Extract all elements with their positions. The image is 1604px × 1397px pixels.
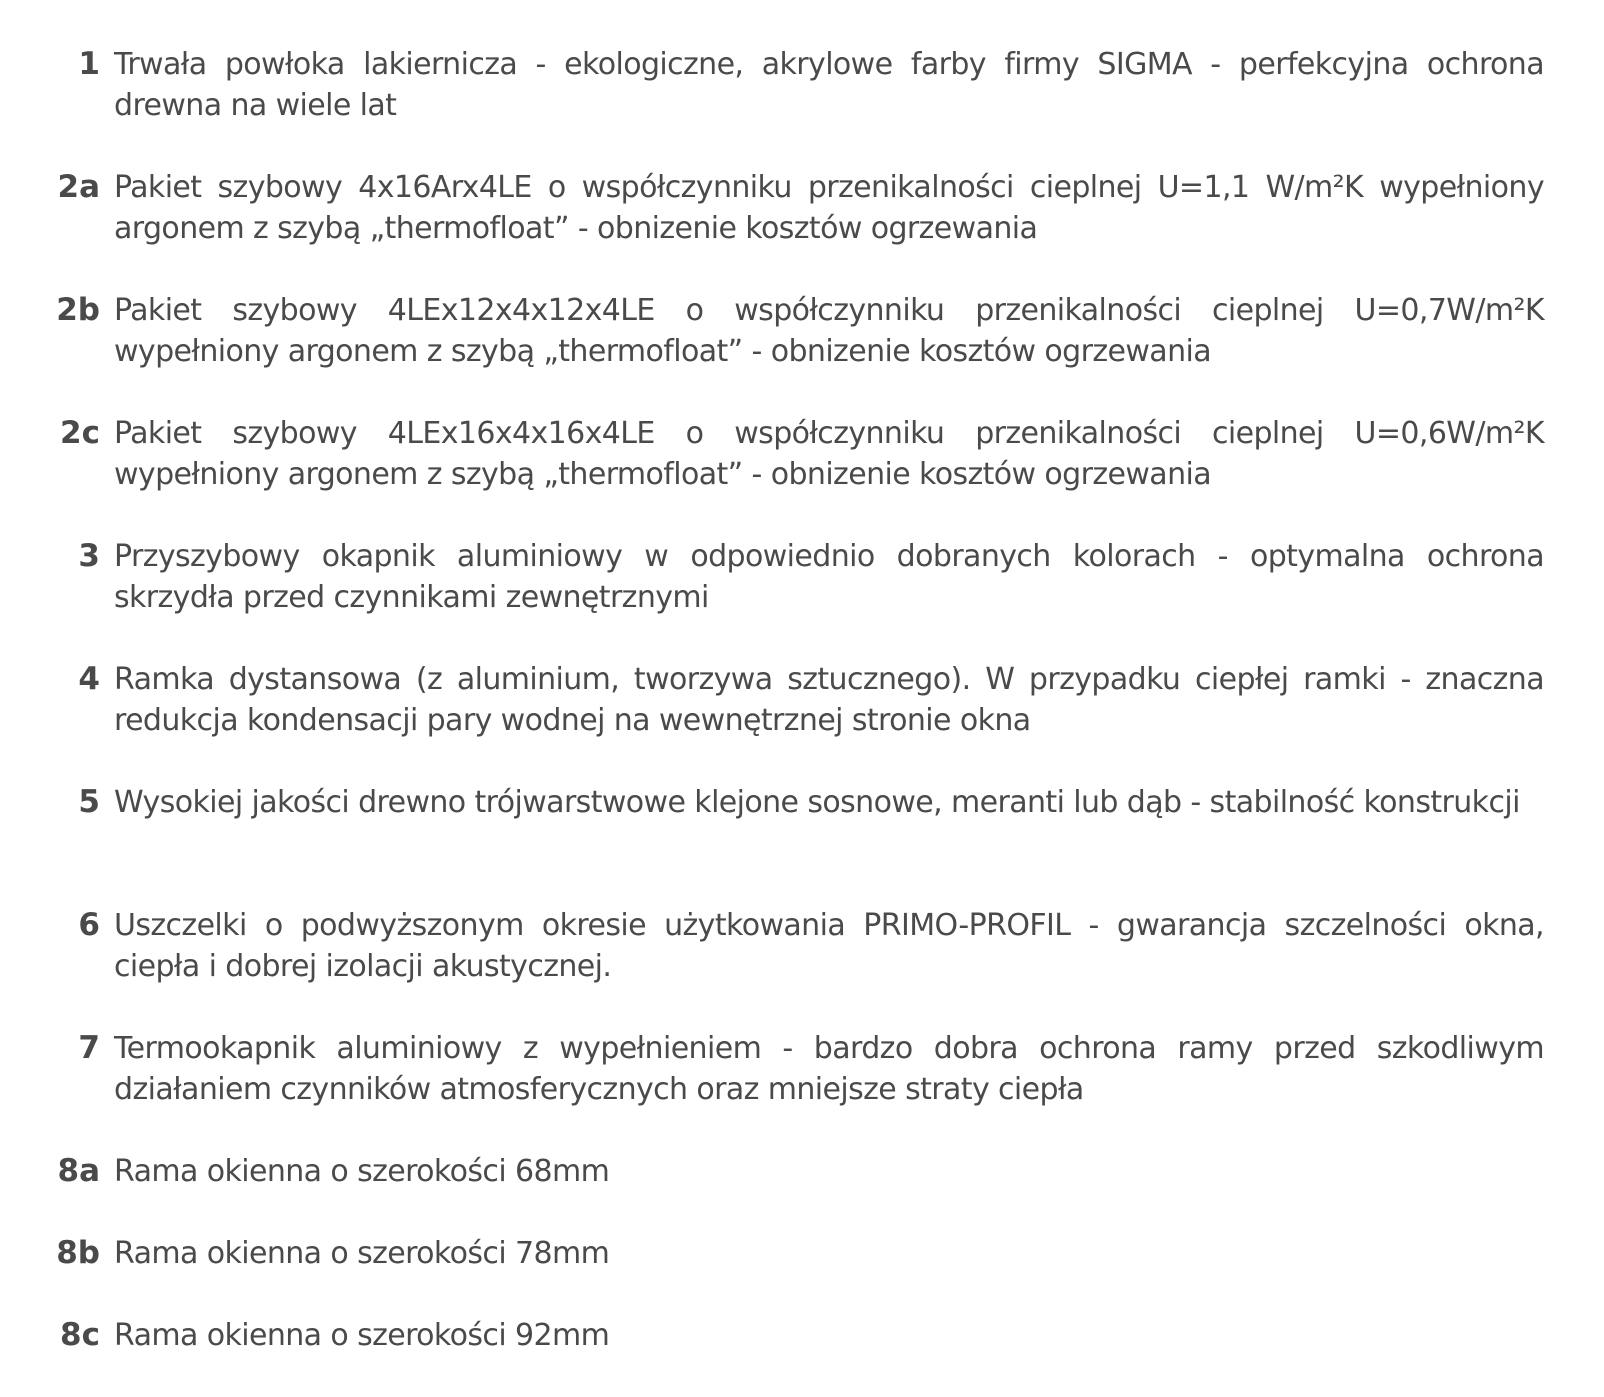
- item-number: 2c: [60, 415, 100, 451]
- legend-item-2a: [0, 167, 1604, 290]
- legend-item-8c: [0, 1315, 1604, 1397]
- item-number: 1: [78, 46, 100, 82]
- item-description: Wysokiej jakości drewno trójwarstwowe klejone sosnowe, meranti lub dąb - stabilność konstrukcji: [114, 785, 1520, 820]
- legend-item-8b: [0, 1233, 1604, 1315]
- item-description: Rama okienna o szerokości 68mm: [114, 1154, 610, 1189]
- item-number: 8c: [60, 1317, 100, 1353]
- legend-item-3: [0, 536, 1604, 659]
- item-description: Uszczelki o podwyższonym okresie użytkowania PRIMO-PROFIL - gwarancja szczelności okna, ciepła i dobrej izolacji akustycznej.: [114, 908, 1544, 984]
- item-description: Przyszybowy okapnik aluminiowy w odpowiednio dobranych kolorach - optymalna ochrona skrzydła przed czynnikami zewnętrznymi: [114, 539, 1544, 615]
- item-number: 2b: [56, 292, 100, 328]
- item-description: Pakiet szybowy 4x16Arx4LE o współczynniku przenikalności cieplnej U=1,1 W/m²K wypełniony argonem z szybą „thermofloat” - obnizenie kosztów ogrzewania: [114, 170, 1544, 246]
- item-number: 6: [78, 907, 100, 943]
- legend-item-5: [0, 782, 1604, 905]
- feature-legend-list: [0, 44, 1604, 1397]
- legend-item-6: [0, 905, 1604, 1028]
- item-number: 7: [78, 1030, 100, 1066]
- legend-item-4: [0, 659, 1604, 782]
- legend-item-2c: [0, 413, 1604, 536]
- item-number: 3: [78, 538, 100, 574]
- legend-item-2b: [0, 290, 1604, 413]
- legend-item-1: [0, 44, 1604, 167]
- item-description: Ramka dystansowa (z aluminium, tworzywa sztucznego). W przypadku ciepłej ramki - znaczna redukcja kondensacji pary wodnej na wewnętrznej stronie okna: [114, 662, 1544, 738]
- item-number: 8a: [57, 1153, 100, 1189]
- item-number: 8b: [56, 1235, 100, 1271]
- item-description: Rama okienna o szerokości 78mm: [114, 1236, 610, 1271]
- item-description: Trwała powłoka lakiernicza - ekologiczne, akrylowe farby firmy SIGMA - perfekcyjna ochrona drewna na wiele lat: [114, 47, 1544, 123]
- item-description: Pakiet szybowy 4LEx16x4x16x4LE o współczynniku przenikalności cieplnej U=0,6W/m²K wypełniony argonem z szybą „thermofloat” - obnizenie kosztów ogrzewania: [114, 416, 1544, 492]
- item-description: Pakiet szybowy 4LEx12x4x12x4LE o współczynniku przenikalności cieplnej U=0,7W/m²K wypełniony argonem z szybą „thermofloat” - obnizenie kosztów ogrzewania: [114, 293, 1544, 369]
- legend-item-7: [0, 1028, 1604, 1151]
- legend-item-8a: [0, 1151, 1604, 1233]
- item-number: 5: [78, 784, 100, 820]
- item-description: Rama okienna o szerokości 92mm: [114, 1318, 610, 1353]
- item-description: Termookapnik aluminiowy z wypełnieniem - bardzo dobra ochrona ramy przed szkodliwym działaniem czynników atmosferycznych oraz mniejsze straty ciepła: [114, 1031, 1544, 1107]
- item-number: 4: [78, 661, 100, 697]
- item-number: 2a: [57, 169, 100, 205]
